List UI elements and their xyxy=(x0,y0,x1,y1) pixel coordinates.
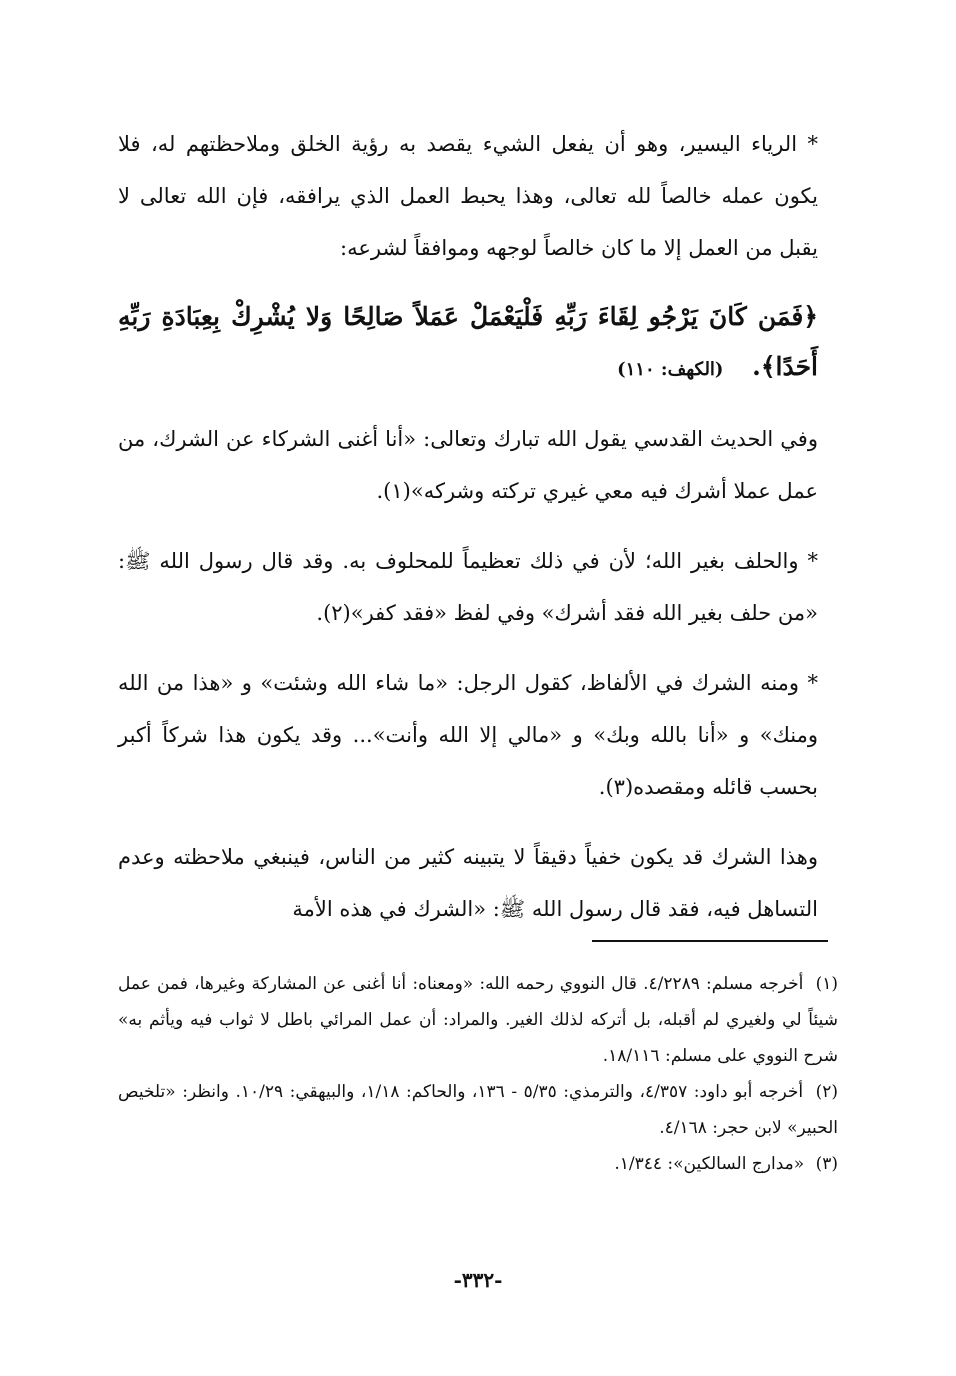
footnote-number: (٢) xyxy=(815,1082,839,1102)
quran-reference: (الكهف: ١١٠) xyxy=(617,359,724,380)
paragraph-hadith-qudsi: وفي الحديث القدسي يقول الله تبارك وتعالى: «أنا أغنى الشركاء عن الشرك، من عمل عملا أشرك فيه معي غيري تركته وشركه»(١). xyxy=(118,427,818,503)
paragraph-words: * ومنه الشرك في الألفاظ، كقول الرجل: «ما شاء الله وشئت» و «هذا من الله ومنك» و «أنا بالله وبك» و «مالي إلا الله وأنت»... وقد يكون هذا شركاً أكبر بحسب قائله ومقصده(٣). xyxy=(118,671,818,799)
footnote-text: «مدارج السالكين»: ١/٣٤٤. xyxy=(614,1154,805,1174)
footnote-number: (٣) xyxy=(815,1154,838,1174)
footnote-2 xyxy=(118,1074,838,1146)
page-number: -٣٣٢- xyxy=(453,1268,503,1292)
footnote-text: أخرجه مسلم: ٤/٢٢٨٩. قال النووي رحمه الله: «ومعناه: أنا أغنى عن المشاركة وغيرها، فمن عمل شيئاً لي ولغيري لم أقبله، بل أتركه لذلك الغير. والمراد: أن عمل المرائي باطل لا ثواب فيه ويأثم به» شرح النووي على مسلم: ١٨/١١٦. xyxy=(118,974,838,1066)
footnote-separator xyxy=(592,940,828,942)
footnote-text: أخرجه أبو داود: ٤/٣٥٧، والترمذي: ٥/٣٥ - ١٣٦، والحاكم: ١/١٨، والبيهقي: ١٠/٢٩. وانظر: «تلخيص الحبير» لابن حجر: ٤/١٦٨. xyxy=(118,1082,838,1138)
quran-verse xyxy=(118,292,818,395)
quran-verse-text: ﴿فَمَن كَانَ يَرْجُو لِقَاءَ رَبِّهِ فَلْيَعْمَلْ عَمَلاً صَالِحًا وَلا يُشْرِكْ بِعِبَادَةِ رَبِّهِ أَحَدًا﴾. xyxy=(118,302,818,381)
footnote-3 xyxy=(118,1146,838,1182)
footnotes xyxy=(118,966,838,1182)
paragraph-riya: * الرياء اليسير، وهو أن يفعل الشيء يقصد به رؤية الخلق وملاحظتهم له، فلا يكون عمله خالصاً لله تعالى، وهذا يحبط العمل الذي يرافقه، فإن الله تعالى لا يقبل من العمل إلا ما كان خالصاً لوجهه وموافقاً لشرعه: xyxy=(118,132,818,260)
footnote-number: (١) xyxy=(815,974,839,994)
paragraph-oath: * والحلف بغير الله؛ لأن في ذلك تعظيماً للمحلوف به. وقد قال رسول الله ﷺ: «من حلف بغير الله فقد أشرك» وفي لفظ «فقد كفر»(٢). xyxy=(118,549,818,625)
paragraph-hidden-shirk: وهذا الشرك قد يكون خفياً دقيقاً لا يتبينه كثير من الناس، فينبغي ملاحظته وعدم التساهل فيه، فقد قال رسول الله ﷺ: «الشرك في هذه الأمة xyxy=(118,845,818,921)
main-text xyxy=(118,118,818,953)
footnote-1 xyxy=(118,966,838,1074)
